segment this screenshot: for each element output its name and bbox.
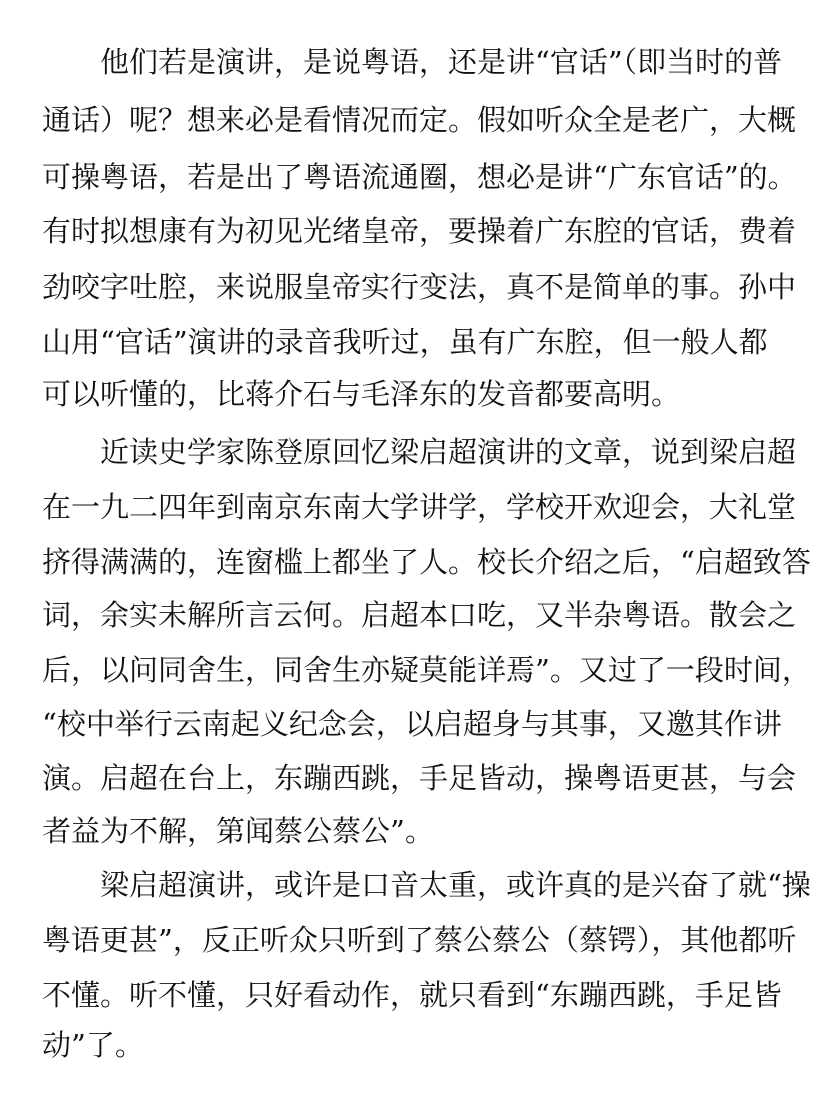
text-line: 后，以问同舍生，同舍生亦疑莫能详焉”。又过了一段时间， — [42, 653, 811, 687]
text-line: 可操粤语，若是出了粤语流通圈，想必是讲“广东官话”的。 — [42, 160, 797, 194]
text-line: 动”了。 — [42, 1028, 144, 1062]
text-line: 梁启超演讲，或许是口音太重，或许真的是兴奋了就“操 — [100, 868, 811, 902]
text-line: 有时拟想康有为初见光绪皇帝，要操着广东腔的官话，费着 — [42, 214, 797, 248]
text-line: 词，余实未解所言云何。启超本口吃，又半杂粤语。散会之 — [42, 598, 797, 632]
text-line: 他们若是演讲，是说粤语，还是讲“官话”（即当时的普 — [100, 45, 783, 79]
text-line: 近读史学家陈登原回忆梁启超演讲的文章，说到梁启超 — [100, 435, 797, 469]
text-line: 可以听懂的，比蒋介石与毛泽东的发音都要高明。 — [42, 377, 681, 411]
text-line: 不懂。听不懂，只好看动作，就只看到“东蹦西跳，手足皆 — [42, 978, 782, 1012]
text-line: “校中举行云南起义纪念会，以启超身与其事，又邀其作讲 — [42, 707, 782, 741]
text-line: 山用“官话”演讲的录音我听过，虽有广东腔，但一般人都 — [42, 325, 768, 359]
text-line: 通话）呢？想来必是看情况而定。假如听众全是老广，大概 — [42, 103, 797, 137]
text-line: 劲咬字吐腔，来说服皇帝实行变法，真不是简单的事。孙中 — [42, 270, 797, 304]
text-line: 在一九二四年到南京东南大学讲学，学校开欢迎会，大礼堂 — [42, 490, 797, 524]
text-line: 粤语更甚”，反正听众只听到了蔡公蔡公（蔡锷），其他都听 — [42, 923, 797, 957]
text-line: 演。启超在台上，东蹦西跳，手足皆动，操粤语更甚，与会 — [42, 761, 797, 795]
text-line: 挤得满满的，连窗槛上都坐了人。校长介绍之后，“启超致答 — [42, 545, 811, 579]
text-line: 者益为不解，第闻蔡公蔡公”。 — [42, 814, 434, 848]
